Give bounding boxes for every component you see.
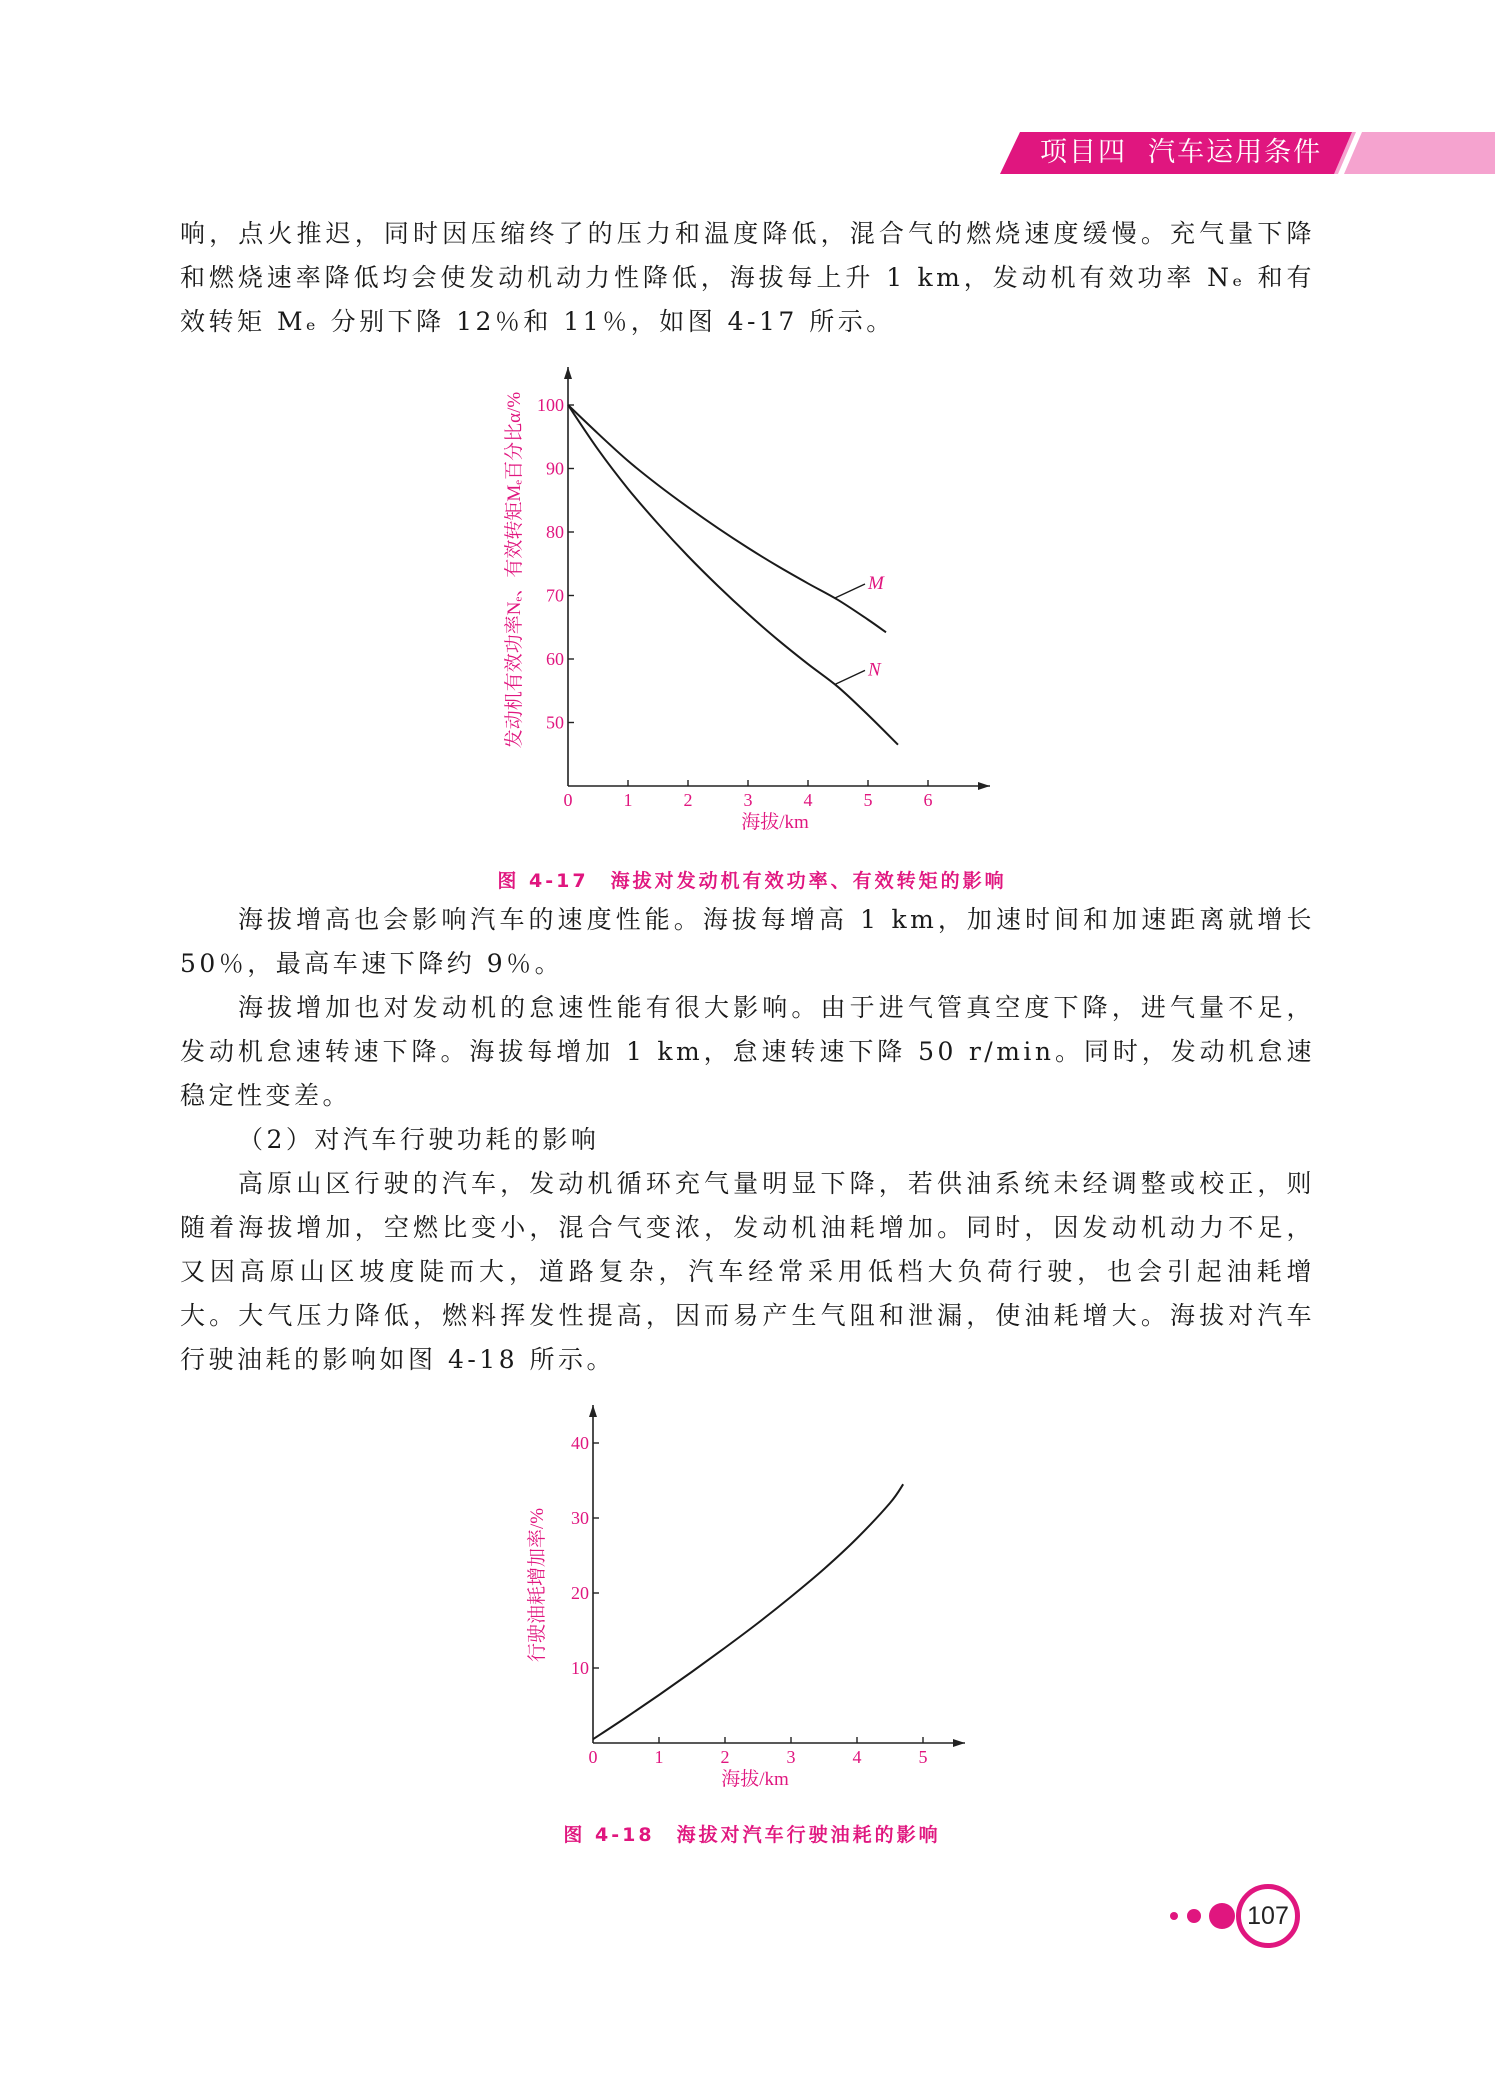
x-axis-arrow — [953, 1739, 965, 1747]
y-tick-label: 40 — [571, 1433, 589, 1453]
chapter-title: 项目四 汽车运用条件 — [1040, 137, 1323, 168]
x-tick-label: 5 — [863, 790, 873, 810]
chapter-header — [1000, 132, 1495, 174]
x-tick-label: 2 — [683, 790, 693, 810]
y-axis-arrow — [564, 367, 572, 379]
x-tick-label: 3 — [786, 1747, 796, 1767]
series-label-N: N — [868, 659, 881, 681]
x-tick-label: 3 — [743, 790, 753, 810]
x-tick-label: 5 — [918, 1747, 928, 1767]
series-leader-N — [835, 670, 865, 684]
y-tick-label: 30 — [571, 1508, 589, 1528]
page-number-badge — [1160, 1880, 1320, 1952]
figure-4-18-caption: 图 4-18 海拔对汽车行驶油耗的影响 — [563, 1824, 941, 1846]
subsection-heading: （2）对汽车行驶功耗的影响 — [238, 1125, 600, 1154]
y-tick-label: 20 — [571, 1583, 589, 1603]
series-leader-M — [835, 584, 865, 598]
paragraph-1: 响，点火推迟，同时因压缩终了的压力和温度降低，混合气的燃烧速度缓慢。充气量下降和燃烧速率降低均会使发动机动力性降低，海拔每上升 1 km，发动机有效功率 Nₑ 和有效转矩 Mₑ 分别下降 12％和 11％，如图 4-17 所示。 — [180, 219, 1315, 336]
x-axis-label: 海拔/km — [721, 1769, 789, 1790]
y-axis-label: 发动机有效功率Nₑ、有效转矩Mₑ百分比α/% — [504, 391, 525, 749]
x-tick-label: 1 — [654, 1747, 664, 1767]
series-line-N — [568, 405, 898, 745]
x-axis-arrow — [978, 782, 990, 790]
y-tick-label: 90 — [546, 458, 564, 479]
y-tick-label: 80 — [546, 522, 564, 542]
x-tick-label: 4 — [852, 1747, 862, 1767]
decorative-dots — [1160, 1880, 1240, 1952]
paragraph-2: 海拔增高也会影响汽车的速度性能。海拔每增高 1 km，加速时间和加速距离就增长50％，最高车速下降约 9％。 — [180, 905, 1315, 978]
series-line-1 — [593, 1484, 903, 1739]
x-tick-label: 4 — [803, 790, 813, 810]
x-tick-label: 0 — [563, 790, 573, 810]
y-axis-label: 行驶油耗增加率/% — [527, 1507, 548, 1663]
y-tick-label: 10 — [571, 1658, 589, 1678]
x-tick-label: 2 — [720, 1747, 730, 1767]
x-tick-label: 6 — [923, 790, 933, 810]
x-axis-label: 海拔/km — [741, 812, 809, 833]
figure-4-17-chart — [490, 355, 1010, 835]
series-label-M: M — [868, 573, 884, 595]
y-tick-label: 70 — [546, 585, 564, 606]
y-tick-label: 60 — [546, 649, 564, 669]
page-number: 107 — [1236, 1884, 1300, 1948]
y-tick-label: 50 — [546, 712, 564, 733]
x-tick-label: 0 — [588, 1747, 598, 1767]
y-tick-label: 100 — [537, 395, 564, 415]
figure-4-17-caption: 图 4-17 海拔对发动机有效功率、有效转矩的影响 — [497, 870, 1007, 892]
x-tick-label: 1 — [623, 790, 633, 810]
paragraph-3: 海拔增加也对发动机的怠速性能有很大影响。由于进气管真空度下降，进气量不足，发动机怠速转速下降。海拔每增加 1 km，怠速转速下降 50 r/min。同时，发动机怠速稳定性变差。 — [180, 993, 1315, 1110]
y-axis-arrow — [589, 1405, 597, 1417]
figure-4-18-chart — [505, 1395, 985, 1795]
series-line-M — [568, 405, 886, 632]
paragraph-4: 高原山区行驶的汽车，发动机循环充气量明显下降，若供油系统未经调整或校正，则随着海拔增加，空燃比变小，混合气变浓，发动机油耗增加。同时，因发动机动力不足，又因高原山区坡度陡而大，道路复杂，汽车经常采用低档大负荷行驶，也会引起油耗增大。大气压力降低，燃料挥发性提高，因而易产生气阻和泄漏，使油耗增大。海拔对汽车行驶油耗的影响如图 4-18 所示。 — [180, 1169, 1315, 1374]
